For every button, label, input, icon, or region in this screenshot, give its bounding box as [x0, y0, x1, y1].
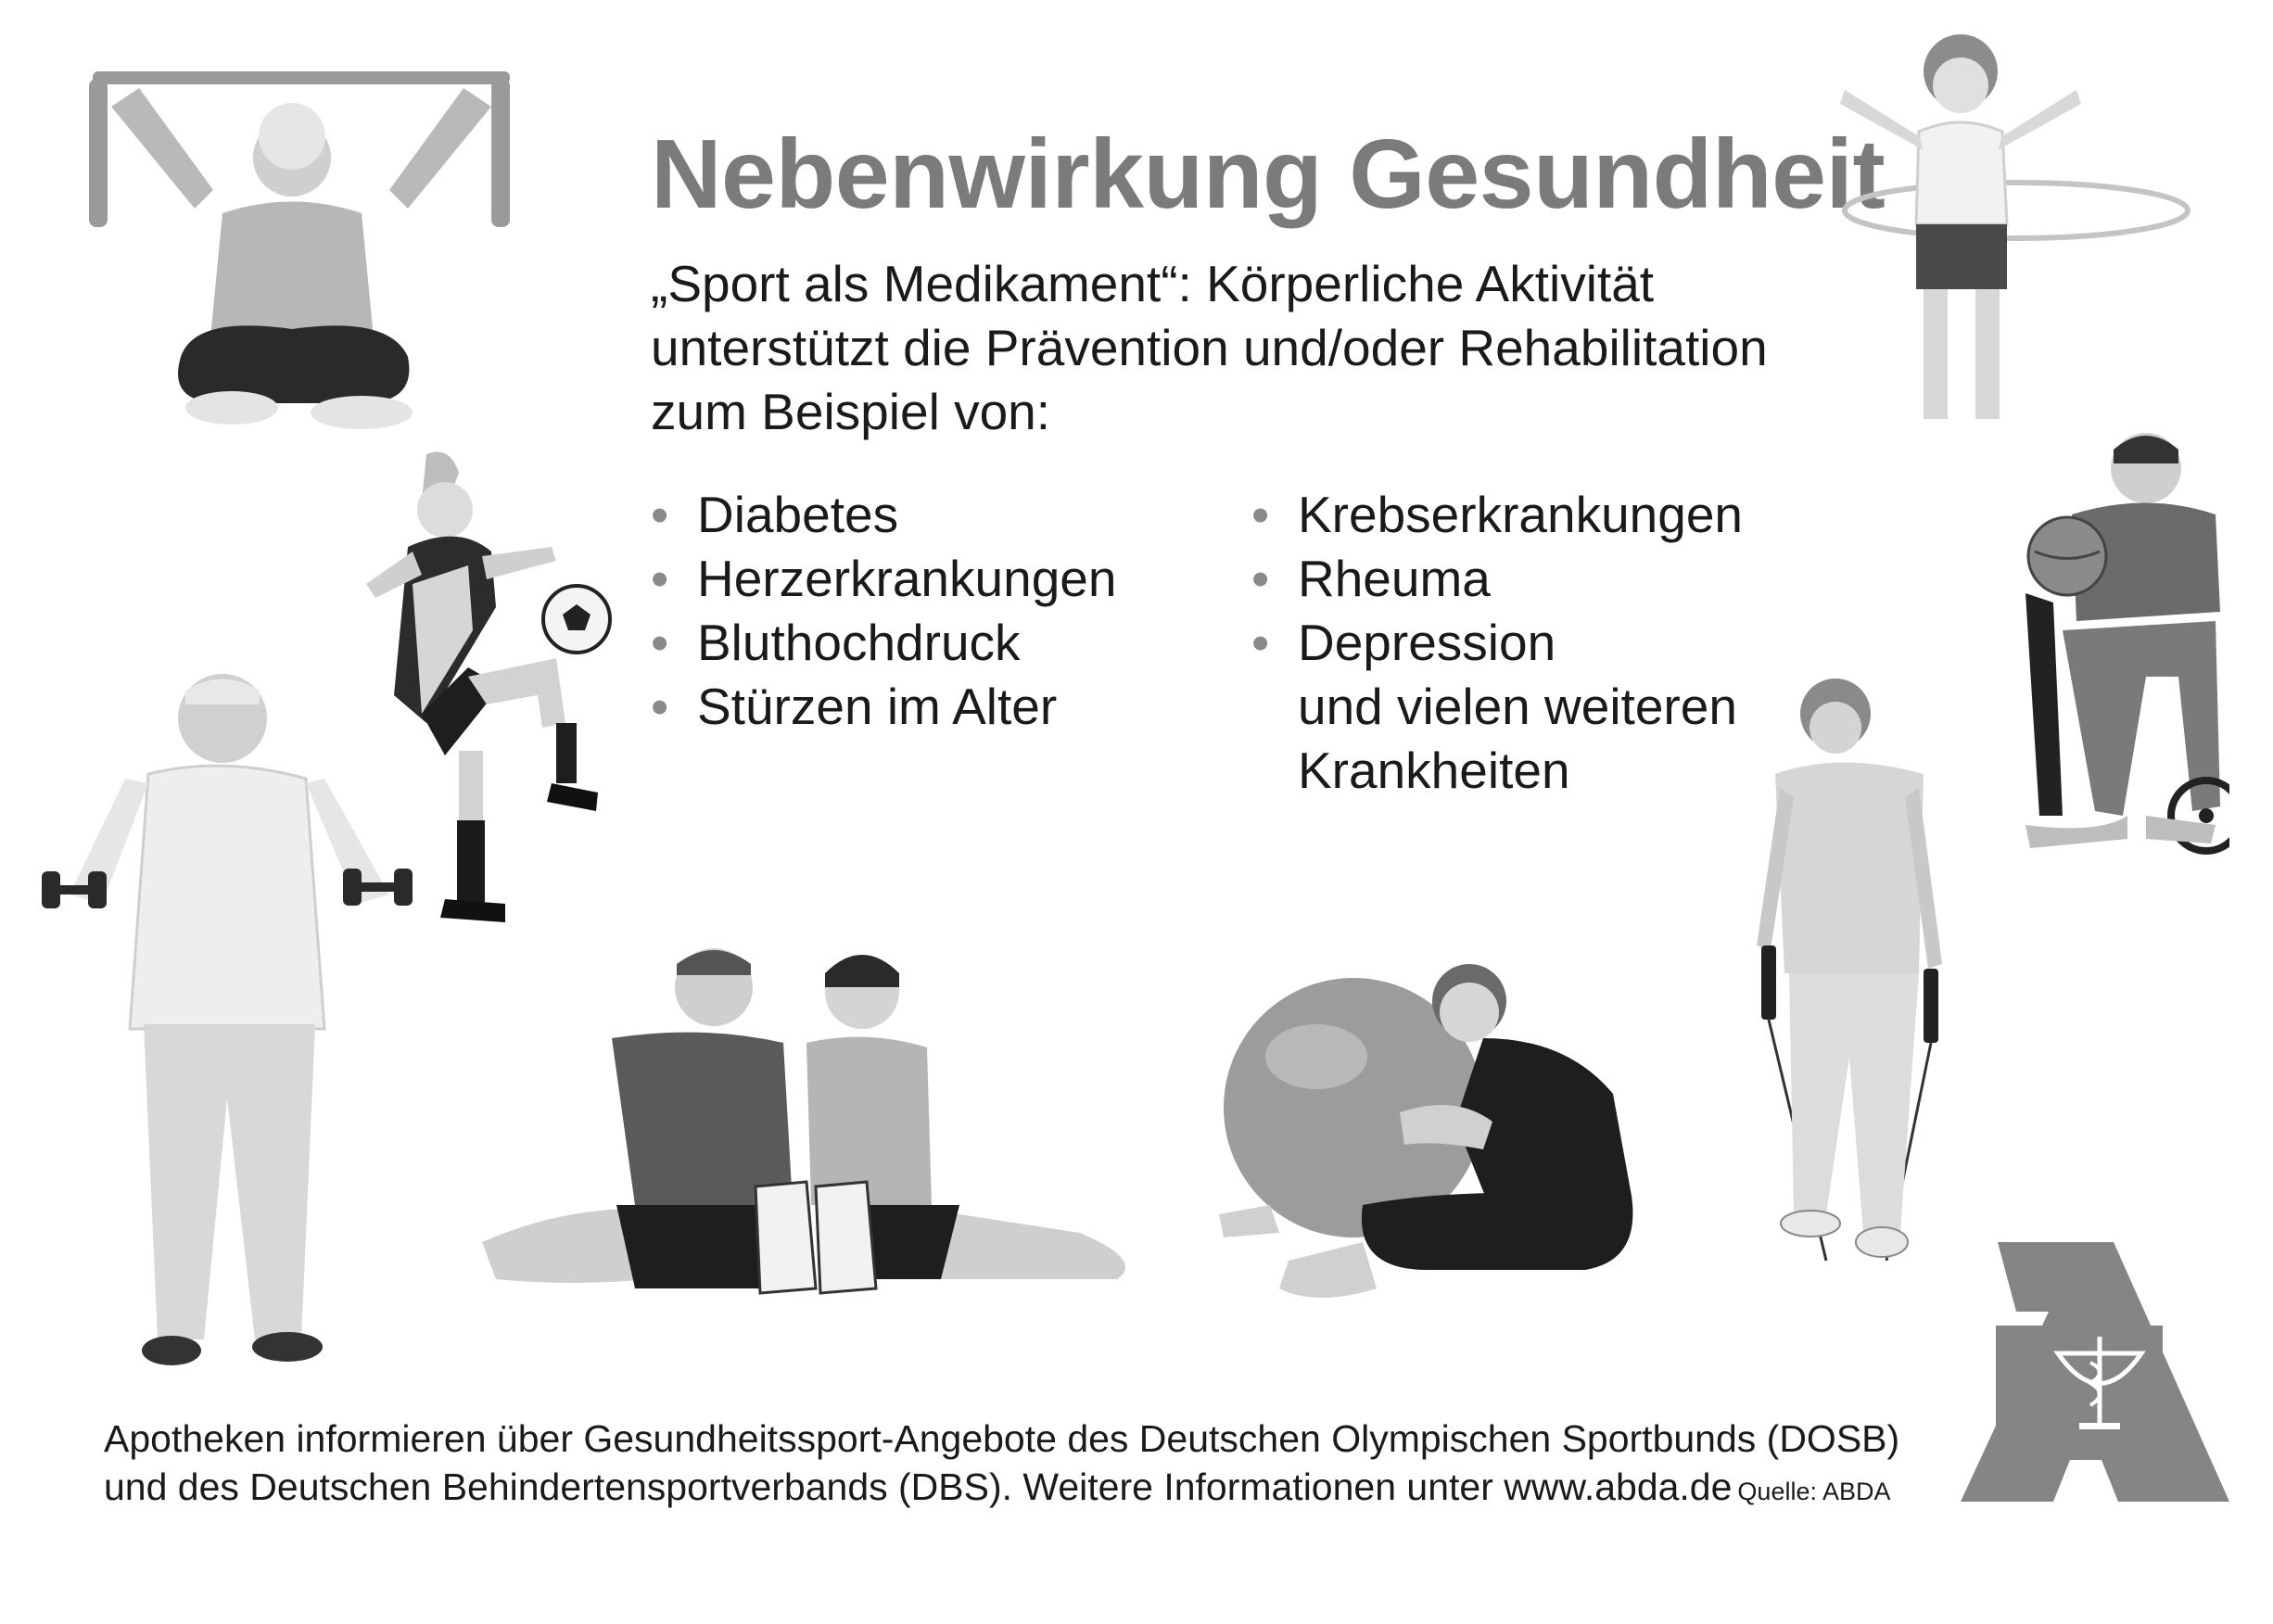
- list-item-continuation: Krankheiten: [1298, 742, 1570, 799]
- list-item: • Depression: [1251, 611, 1743, 675]
- list-item: • Stürzen im Alter: [651, 675, 1116, 739]
- source-note: Quelle: ABDA: [1737, 1478, 1891, 1505]
- footer-line: Apotheken informieren über Gesundheitssport-Angebote des Deutschen Olympischen Sportbunds (DOSB): [104, 1417, 1900, 1460]
- senior-man-dumbbells-photo: [37, 663, 426, 1377]
- woman-exercise-ball-photo: [1214, 936, 1650, 1307]
- list-item: • Bluthochdruck: [651, 611, 1116, 675]
- girl-hula-hoop-photo: [1831, 20, 2202, 438]
- footer-line: [104, 1463, 1921, 1516]
- couple-stretching-photo: [477, 936, 1136, 1316]
- footer-text: [104, 1415, 1921, 1516]
- list-item: • Krebserkrankungen: [1251, 483, 1743, 547]
- list-item: • Diabetes: [651, 483, 1116, 547]
- woman-resistance-band-photo: [1738, 667, 1961, 1316]
- boy-wheelchair-basketball-photo: [2007, 426, 2229, 871]
- intro-text: [651, 252, 1856, 444]
- apotheke-a-logo: [1961, 1224, 2229, 1506]
- intro-line: zum Beispiel von:: [651, 383, 1051, 440]
- page-title: Nebenwirkung Gesundheit: [651, 120, 1886, 229]
- list-item: • Herzerkrankungen: [651, 547, 1116, 611]
- list-item: • Rheuma: [1251, 547, 1743, 611]
- conditions-list-left: [651, 483, 1116, 739]
- intro-line: unterstützt die Prävention und/oder Rehabilitation: [651, 319, 1768, 376]
- list-item-continuation: und vielen weiteren: [1298, 678, 1737, 735]
- intro-line: „Sport als Medikament“: Körperliche Aktivität: [651, 255, 1655, 312]
- footer-line-text: und des Deutschen Behindertensportverbands (DBS). Weitere Informationen unter www.abda.de: [104, 1465, 1733, 1508]
- conditions-list-right: [1251, 483, 1743, 803]
- senior-woman-resistance-band-photo: [83, 51, 519, 431]
